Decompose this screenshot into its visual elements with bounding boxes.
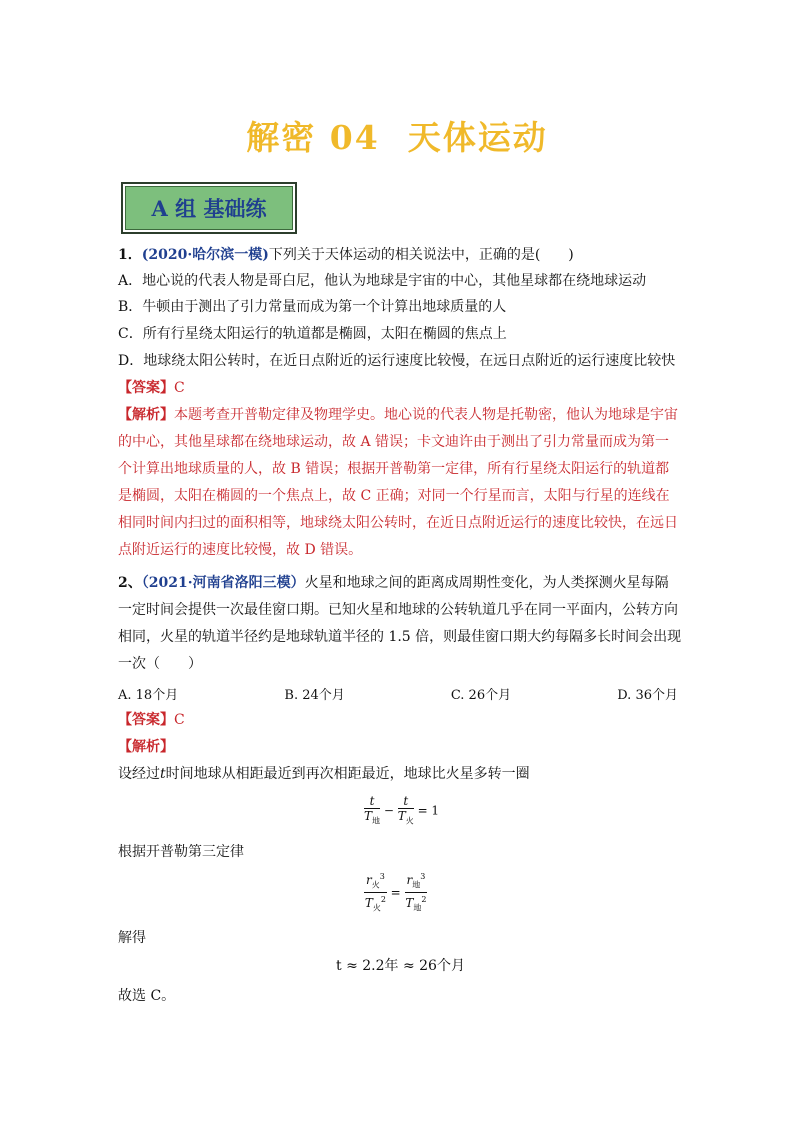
page-title xyxy=(0,112,794,159)
q2-conclusion: 故选 C。 xyxy=(118,988,176,1004)
q2-stem-line: 一定时间会提供一次最佳窗口期。已知火星和地球的公转轨道几乎在同一平面内，公转方向 xyxy=(118,602,678,618)
group-label: A 组 基础练 xyxy=(151,196,267,221)
group-banner xyxy=(121,182,297,234)
q2-stem-line: 一次（ ） xyxy=(118,656,202,672)
q2-result: t ≈ 2.2年 ≈ 26个月 xyxy=(336,958,465,974)
q2-source: （2021·河南省洛阳三模） xyxy=(141,575,305,591)
q2-options xyxy=(118,684,678,703)
q2-answer: 【答案】C xyxy=(118,712,185,728)
q2-stem: 2、（2021·河南省洛阳三模）火星和地球之间的距离成周期性变化，为人类探测火星每隔 xyxy=(118,575,669,591)
q1-analysis-line: 点附近运行的速度比较慢，故 D 错误。 xyxy=(118,542,363,558)
q1-option-b: B．牛顿由于测出了引力常量而成为第一个计算出地球质量的人 xyxy=(118,299,507,315)
q2-step2: 根据开普勒第三定律 xyxy=(118,844,244,860)
q1-option-a: A．地心说的代表人物是哥白尼，他认为地球是宇宙的中心，其他星球都在绕地球运动 xyxy=(118,273,647,289)
q1-option-d: D．地球绕太阳公转时，在近日点附近的运行速度比较慢，在远日点附近的运行速度比较快 xyxy=(118,353,676,369)
q2-option-c: C. 26个月 xyxy=(450,688,512,703)
q1-analysis-line: 个计算出地球质量的人，故 B 错误；根据开普勒第一定律，所有行星绕太阳运行的轨道都 xyxy=(118,461,670,477)
q2-step1: 设经过t时间地球从相距最近到再次相距最近，地球比火星多转一圈 xyxy=(118,766,530,782)
q1-analysis-line: 相同时间内扫过的面积相等，地球绕太阳公转时，在近日点附近运行的速度比较快，在远日 xyxy=(118,515,678,531)
q1-source: (2020·哈尔滨一模) xyxy=(141,247,269,263)
q2-stem-line: 相同，火星的轨道半径约是地球轨道半径的 1.5 倍，则最佳窗口期大约每隔多长时间会出现 xyxy=(118,629,682,645)
q2-option-b: B. 24个月 xyxy=(284,688,345,703)
equation-kepler-third: $\frac{r_火^3}{T_火^2}$ = $\frac{r_地^3}{T_地^2}$ xyxy=(364,872,427,913)
q2-analysis-tag: 【解析】 xyxy=(118,739,174,755)
q1-analysis-line: 【解析】本题考查开普勒定律及物理学史。地心说的代表人物是托勒密，他认为地球是宇宙 xyxy=(118,407,678,423)
q1-analysis-line: 的中心，其他星球都在绕地球运动，故 A 错误；卡文迪许由于测出了引力常量而成为第一 xyxy=(118,434,670,450)
q2-option-d: D. 36个月 xyxy=(617,688,678,703)
equation-synodic: $\frac{t}{T_地}$ − $\frac{t}{T_火}$ = 1 xyxy=(364,794,440,826)
q1-option-c: C．所有行星绕太阳运行的轨道都是椭圆，太阳在椭圆的焦点上 xyxy=(118,326,507,342)
q2-option-a: A. 18个月 xyxy=(118,688,179,703)
q2-step3: 解得 xyxy=(118,930,146,946)
q1-analysis-line: 是椭圆，太阳在椭圆的一个焦点上，故 C 正确；对同一个行星而言，太阳与行星的连线在 xyxy=(118,488,670,504)
title-right: 天体运动 xyxy=(407,118,548,157)
q1-stem: 1．(2020·哈尔滨一模)下列关于天体运动的相关说法中，正确的是( ) xyxy=(118,247,574,263)
title-left: 解密 04 xyxy=(246,118,380,157)
q1-answer: 【答案】C xyxy=(118,380,185,396)
